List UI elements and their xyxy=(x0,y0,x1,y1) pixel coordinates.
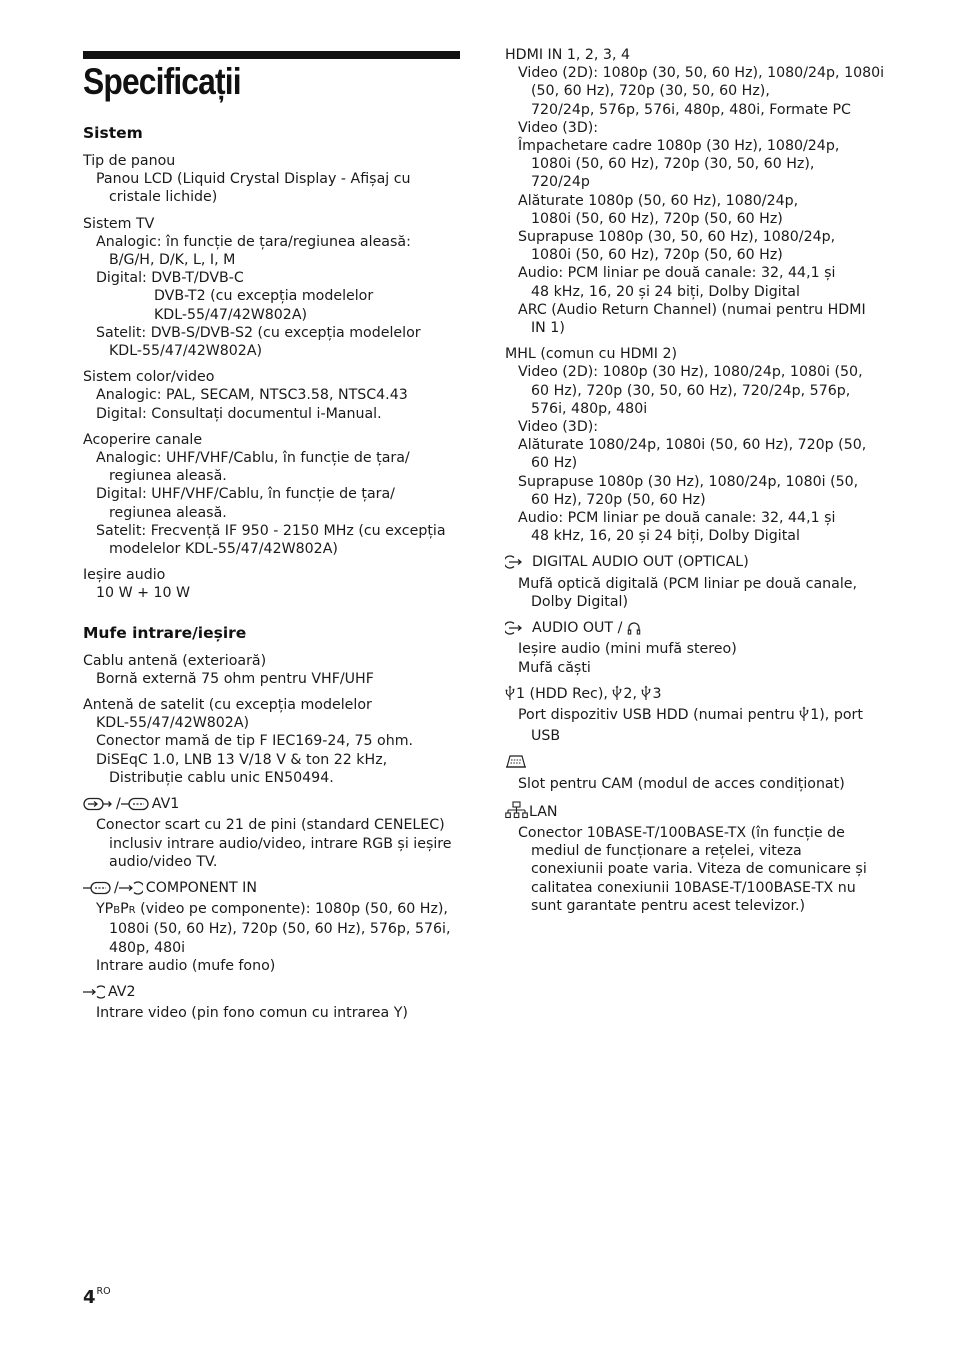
usb-port-1: 1 (HDD Rec), xyxy=(516,685,608,702)
spec-av1 xyxy=(83,795,463,871)
spec-label: Sistem color/video xyxy=(83,369,215,386)
spec-value: B/G/H, D/K, L, I, M xyxy=(109,252,236,269)
spec-label-lan xyxy=(505,801,885,824)
usb-icon xyxy=(612,685,622,706)
spec-value: KDL-55/47/42W802A) xyxy=(154,306,308,323)
spec-digital-audio-out xyxy=(505,553,885,611)
spec-value: Analogic: UHF/VHF/Cablu, în funcție de țara/ xyxy=(96,450,410,467)
usb-icon xyxy=(505,685,515,706)
usb-icon xyxy=(799,706,809,727)
usb-port-3: 3 xyxy=(652,685,662,702)
spec-value: KDL-55/47/42W802A) xyxy=(96,715,250,732)
spec-value: Analogic: în funcție de țara/regiunea aleasă: xyxy=(96,233,411,250)
spec-label-usb xyxy=(505,685,885,706)
spec-cablu-antena xyxy=(83,652,463,688)
spec-value: Suprapuse 1080p (30 Hz), 1080/24p, 1080i (50, xyxy=(518,473,859,490)
spec-value: inclusiv intrare audio/video, intrare RGB și ieșire xyxy=(109,835,452,852)
spec-value: Audio: PCM liniar pe două canale: 32, 44,1 și xyxy=(518,265,836,282)
spec-value: Mufă căști xyxy=(518,659,591,676)
spec-av2 xyxy=(83,983,463,1022)
spec-value: Analogic: PAL, SECAM, NTSC3.58, NTSC4.43 xyxy=(96,387,408,404)
component-in-icon xyxy=(119,881,143,900)
spec-value: Satelit: Frecvență IF 950 - 2150 MHz (cu excepția xyxy=(96,522,446,539)
spec-value: ARC (Audio Return Channel) (numai pentru HDMI xyxy=(518,301,866,318)
lan-icon xyxy=(505,801,529,824)
spec-value: regiunea aleasă. xyxy=(109,468,227,485)
spec-value: 60 Hz) xyxy=(531,455,578,472)
spec-value: Intrare video (pin fono comun cu intrarea Y) xyxy=(96,1005,408,1022)
spec-component-in xyxy=(83,879,463,975)
spec-value: Panou LCD (Liquid Crystal Display - Afișaj cu xyxy=(96,171,411,188)
spec-tip-panou xyxy=(83,152,463,207)
section-heading-mufe: Mufe intrare/ieșire xyxy=(83,623,247,642)
lan-label: LAN xyxy=(529,803,558,820)
scart-out-icon xyxy=(83,881,111,900)
output-icon xyxy=(505,621,529,640)
spec-value: 576i, 480p, 480i xyxy=(531,400,648,417)
ypbpr-y: YP xyxy=(96,901,114,918)
spec-value: Dolby Digital) xyxy=(531,593,629,610)
spec-iesire-audio xyxy=(83,566,463,602)
spec-value: modelelor KDL-55/47/42W802A) xyxy=(109,541,338,558)
spec-label: Antenă de satelit (cu excepția modelelor xyxy=(83,697,372,714)
ypbpr-p: P xyxy=(120,901,129,918)
component-label: COMPONENT IN xyxy=(145,879,257,896)
spec-usb xyxy=(505,685,885,746)
headphones-icon xyxy=(627,621,641,640)
spec-label: HDMI IN 1, 2, 3, 4 xyxy=(505,47,630,63)
usb-icon xyxy=(641,685,651,706)
spec-value: IN 1) xyxy=(531,320,565,337)
spec-value: 1080i (50, 60 Hz), 720p (50, 60 Hz) xyxy=(531,247,783,264)
spec-mhl xyxy=(505,345,885,545)
spec-value: 10 W + 10 W xyxy=(96,585,191,602)
spec-lan xyxy=(505,801,885,915)
spec-sistem-color xyxy=(83,368,463,423)
spec-value: Digital: UHF/VHF/Cablu, în funcție de țara/ xyxy=(96,486,395,503)
spec-value: Bornă externă 75 ohm pentru VHF/UHF xyxy=(96,670,374,687)
spec-value: Video (2D): 1080p (30, 50, 60 Hz), 1080/24p, 1080i xyxy=(518,65,885,82)
usb-desc-b: 1), port xyxy=(810,706,863,723)
spec-value: KDL-55/47/42W802A) xyxy=(109,343,263,360)
spec-value: Mufă optică digitală (PCM liniar pe două canale, xyxy=(518,575,858,592)
spec-value: Conector scart cu 21 de pini (standard CENELEC) xyxy=(96,817,445,834)
spec-cam xyxy=(505,753,885,792)
spec-value: Împachetare cadre 1080p (30 Hz), 1080/24p, xyxy=(518,138,840,155)
cam-slot-icon xyxy=(505,753,527,774)
spec-label: Tip de panou xyxy=(83,153,176,169)
spec-label: Ieșire audio xyxy=(83,567,166,584)
usb-desc-a: Port dispozitiv USB HDD (numai pentru xyxy=(518,706,795,723)
spec-value-ypbpr xyxy=(83,900,463,920)
spec-value: Intrare audio (mufe fono) xyxy=(96,957,276,974)
spec-label-audio-out xyxy=(505,619,885,640)
spec-label-digital-audio-out xyxy=(505,553,885,574)
spec-value: calitatea conexiunii 10BASE-T/100BASE-TX nu xyxy=(531,879,856,896)
spec-value: audio/video TV. xyxy=(109,853,218,870)
spec-value: Alăturate 1080p (50, 60 Hz), 1080/24p, xyxy=(518,192,799,209)
spec-label-component xyxy=(83,879,463,900)
spec-value: Conector mamă de tip F IEC169-24, 75 ohm. xyxy=(96,733,414,750)
left-column xyxy=(83,123,463,1022)
av1-label: AV1 xyxy=(151,796,180,813)
section-heading-sistem: Sistem xyxy=(83,124,143,142)
spec-hdmi xyxy=(505,46,885,337)
spec-value: 48 kHz, 16, 20 și 24 biți, Dolby Digital xyxy=(531,528,800,545)
spec-value: 60 Hz), 720p (30, 50, 60 Hz), 720/24p, 576p, xyxy=(531,382,851,399)
digital-audio-out-label: DIGITAL AUDIO OUT (OPTICAL) xyxy=(532,554,749,571)
spec-antena-satelit xyxy=(83,696,463,787)
spec-value: 48 kHz, 16, 20 și 24 biți, Dolby Digital xyxy=(531,283,800,300)
spec-value: conexiunii poate varia. Viteza de comunicare și xyxy=(531,861,867,878)
spec-sistem-tv xyxy=(83,215,463,361)
spec-acoperire-canale xyxy=(83,431,463,558)
spec-label-av2 xyxy=(83,983,463,1004)
spec-value: Satelit: DVB-S/DVB-S2 (cu excepția modelelor xyxy=(96,324,421,341)
spec-audio-out xyxy=(505,619,885,677)
spec-value: Slot pentru CAM (modul de acces condiționat) xyxy=(518,775,845,792)
spec-value-usb xyxy=(505,706,885,727)
ypbpr-rest: (video pe componente): 1080p (50, 60 Hz), xyxy=(135,901,448,918)
page-number-value: 4 xyxy=(83,1287,96,1308)
spec-value: sunt garantate pentru acest televizor.) xyxy=(531,897,806,914)
spec-label: MHL (comun cu HDMI 2) xyxy=(505,346,678,363)
output-icon xyxy=(505,555,529,574)
spec-value: DVB-T2 (cu excepția modelelor xyxy=(154,288,374,305)
spec-value: Video (3D): xyxy=(518,119,599,136)
ypbpr-r: R xyxy=(128,905,136,917)
spec-value: Distribuție cablu unic EN50494. xyxy=(109,769,334,786)
separator: / xyxy=(116,796,121,813)
scart-out-icon xyxy=(121,797,149,816)
audio-out-label: AUDIO OUT / xyxy=(532,620,623,637)
spec-value: Video (2D): 1080p (30 Hz), 1080/24p, 1080i (50, xyxy=(518,364,863,381)
spec-value: mediul de funcționare a rețelei, viteza xyxy=(531,843,802,860)
scart-in-out-icon xyxy=(83,797,113,816)
spec-value: 1080i (50, 60 Hz), 720p (50, 60 Hz), 576p, 576i, xyxy=(109,921,451,938)
spec-value: 720/24p, 576p, 576i, 480p, 480i, Formate PC xyxy=(531,101,851,118)
usb-port-2: 2, xyxy=(623,685,637,702)
spec-value: Video (3D): xyxy=(518,419,599,436)
spec-value: Conector 10BASE-T/100BASE-TX (în funcție de xyxy=(518,824,845,841)
spec-value: Audio: PCM liniar pe două canale: 32, 44,1 și xyxy=(518,510,836,527)
spec-value: Digital: Consultați documentul i-Manual. xyxy=(96,405,382,422)
spec-label: Acoperire canale xyxy=(83,431,203,448)
page-title: Specificații xyxy=(83,61,241,102)
spec-value: Digital: DVB-T/DVB-C xyxy=(96,270,244,287)
spec-label-cam xyxy=(505,753,885,774)
spec-value: 720/24p xyxy=(531,174,590,191)
spec-value: USB xyxy=(531,728,561,745)
spec-label-av1 xyxy=(83,795,463,816)
spec-value: Suprapuse 1080p (30, 50, 60 Hz), 1080/24p, xyxy=(518,229,836,246)
av2-label: AV2 xyxy=(108,983,136,1000)
page-language-code: RO xyxy=(96,1286,111,1297)
separator: / xyxy=(114,879,119,896)
right-column xyxy=(505,46,885,915)
page-number xyxy=(83,1281,111,1309)
spec-label: Cablu antenă (exterioară) xyxy=(83,652,267,669)
spec-value: 480p, 480i xyxy=(109,939,186,956)
input-icon xyxy=(83,985,105,1004)
spec-value: DiSEqC 1.0, LNB 13 V/18 V & ton 22 kHz, xyxy=(96,751,388,768)
spec-value: 1080i (50, 60 Hz), 720p (50, 60 Hz) xyxy=(531,210,783,227)
spec-value: cristale lichide) xyxy=(109,189,218,206)
spec-value: regiunea aleasă. xyxy=(109,504,227,521)
spec-value: (50, 60 Hz), 720p (30, 50, 60 Hz), xyxy=(531,83,770,100)
spec-value: Alăturate 1080/24p, 1080i (50, 60 Hz), 720p (50, xyxy=(518,437,867,454)
ypbpr-b: B xyxy=(113,905,121,917)
spec-value: 60 Hz), 720p (50, 60 Hz) xyxy=(531,491,706,508)
spec-value: 1080i (50, 60 Hz), 720p (30, 50, 60 Hz), xyxy=(531,156,815,173)
spec-value: Ieșire audio (mini mufă stereo) xyxy=(518,641,737,658)
spec-label: Sistem TV xyxy=(83,215,155,232)
